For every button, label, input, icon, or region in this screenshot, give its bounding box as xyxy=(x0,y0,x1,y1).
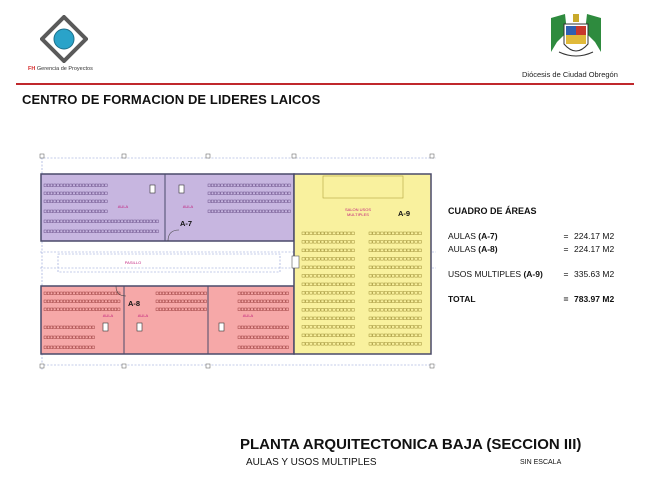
a7-label: A-7 xyxy=(180,219,193,228)
a9-label: A-9 xyxy=(398,209,411,218)
area-table xyxy=(448,206,638,306)
aula-label: AULA xyxy=(137,313,149,318)
plan-subtitle: AULAS Y USOS MULTIPLES xyxy=(246,457,377,468)
salon-a9-room xyxy=(294,174,431,354)
area-total-row: TOTAL = 783.97 M2 xyxy=(448,294,615,304)
plan-title: PLANTA ARQUITECTONICA BAJA (SECCION III) xyxy=(240,436,582,453)
aula-label: AULA xyxy=(102,313,114,318)
aula-a8-room xyxy=(41,286,294,354)
area-row: USOS MULTIPLES (A-9) = 335.63 M2 xyxy=(448,269,615,279)
area-row: AULAS (A-7) = 224.17 M2 xyxy=(448,231,615,241)
aula-label: AULA xyxy=(182,204,194,209)
diocese-crest-icon xyxy=(547,12,605,67)
diocese-name: Diócesis de Ciudad Obregón xyxy=(522,70,618,79)
pasillo-label: PASILLO xyxy=(124,260,142,265)
pasillo xyxy=(58,254,280,272)
area-table-heading: CUADRO DE ÁREAS xyxy=(448,206,537,216)
header-divider xyxy=(16,83,634,85)
area-row: AULAS (A-8) = 224.17 M2 xyxy=(448,244,615,254)
aula-label: AULA xyxy=(242,313,254,318)
page-title: CENTRO DE FORMACION DE LIDERES LAICOS xyxy=(22,92,321,107)
floor-plan xyxy=(38,150,440,376)
scale-note: SIN ESCALA xyxy=(520,459,562,466)
salon-label-2: MULTIPLES xyxy=(347,212,369,217)
fh-logo-text: FH Gerencia de Proyectos xyxy=(28,66,93,72)
aula-label: AULA xyxy=(117,204,129,209)
salon-label-1: SALON USOS xyxy=(344,207,372,212)
fh-logo-icon xyxy=(40,15,88,63)
a8-label: A-8 xyxy=(128,299,141,308)
